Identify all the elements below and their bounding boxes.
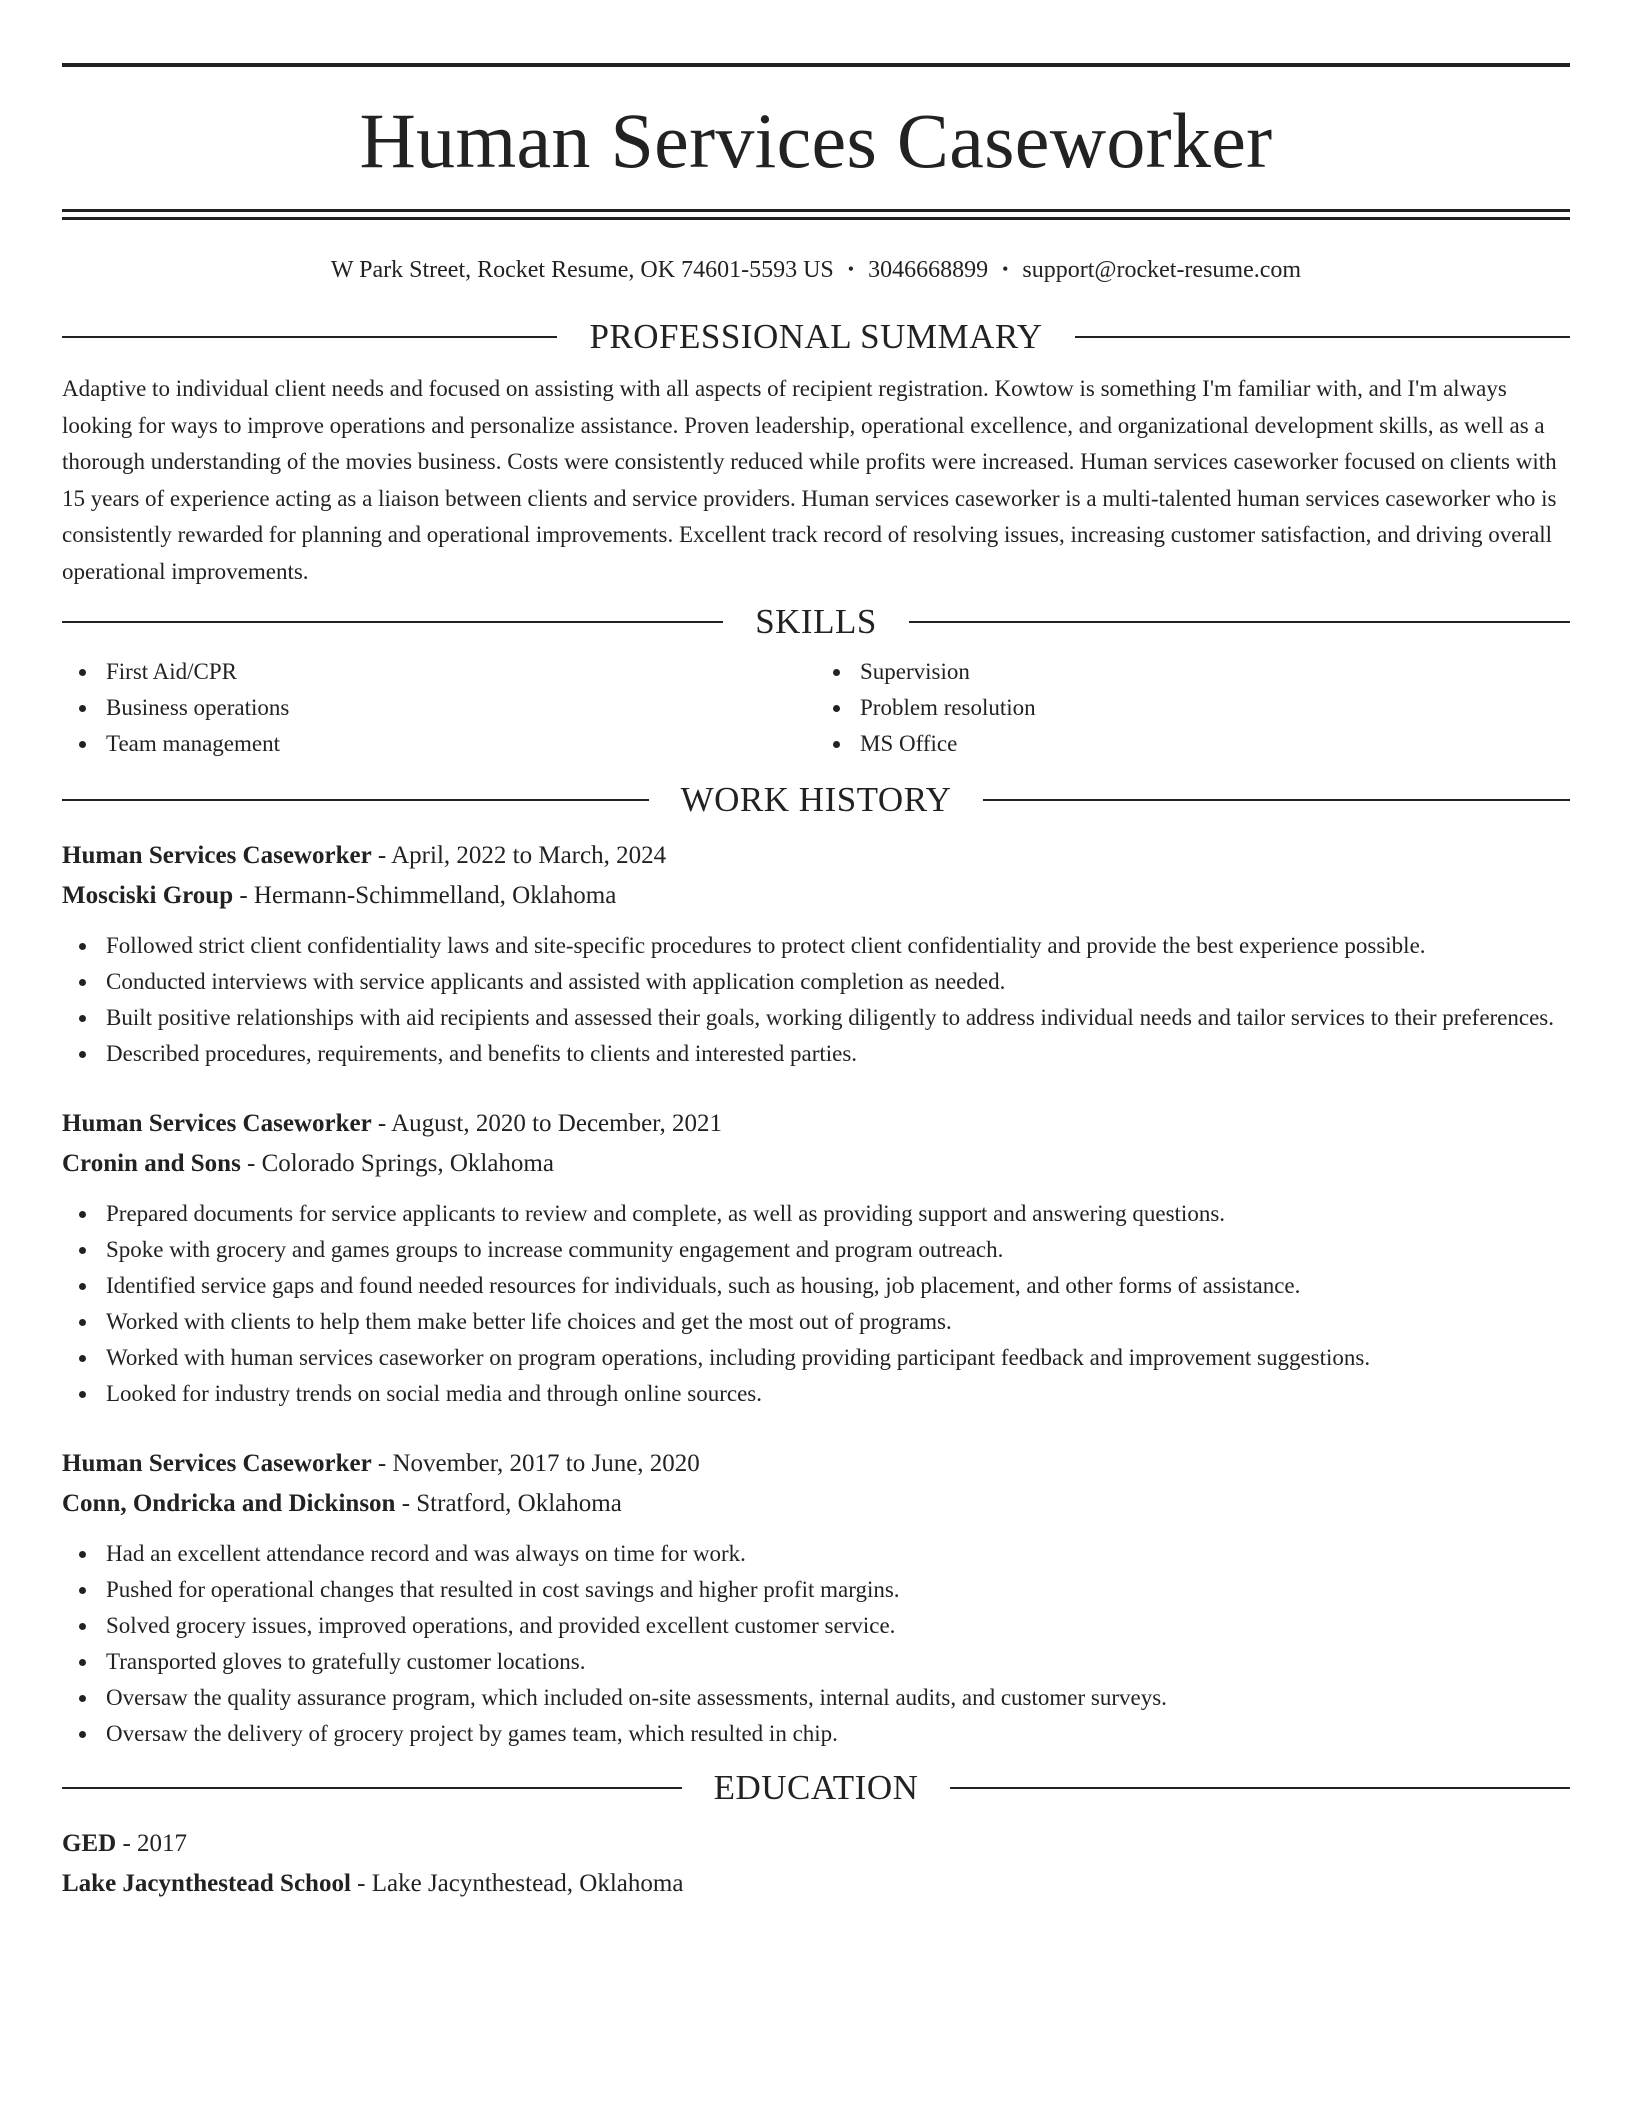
job-location: - Stratford, Oklahoma xyxy=(395,1490,622,1517)
heading-rule-left xyxy=(62,621,723,623)
job-company: Conn, Ondricka and Dickinson xyxy=(62,1490,396,1517)
education-degree-line xyxy=(62,1824,1570,1864)
work-history-heading-title: WORK HISTORY xyxy=(680,780,952,819)
contact-separator: • xyxy=(1002,259,1009,279)
duty-item: Spoke with grocery and games groups to increase community engagement and program outreach. xyxy=(106,1232,1570,1268)
skills-heading-title: SKILLS xyxy=(755,602,877,641)
contact-info xyxy=(62,254,1570,285)
skill-item: Supervision xyxy=(860,654,1570,690)
job-duties xyxy=(62,1196,1570,1412)
job-dates: - August, 2020 to December, 2021 xyxy=(371,1110,723,1137)
job-title: Human Services Caseworker xyxy=(62,1110,372,1137)
heading-rule-right xyxy=(909,621,1570,623)
heading-rule-left xyxy=(62,336,557,338)
contact-email: support@rocket-resume.com xyxy=(1022,257,1302,283)
duty-item: Worked with clients to help them make better life choices and get the most out of programs. xyxy=(106,1304,1570,1340)
duty-item: Prepared documents for service applicants to review and complete, as well as providing support and answering questions. xyxy=(106,1196,1570,1232)
duty-item: Had an excellent attendance record and was always on time for work. xyxy=(106,1536,1570,1572)
contact-phone: 3046668899 xyxy=(868,257,989,283)
summary-heading-title: PROFESSIONAL SUMMARY xyxy=(589,317,1043,356)
skill-item: Problem resolution xyxy=(860,690,1570,726)
job-title: Human Services Caseworker xyxy=(62,1450,372,1477)
education-entry xyxy=(62,1824,1570,1904)
job-company: Cronin and Sons xyxy=(62,1150,241,1177)
job-entry xyxy=(62,1104,1570,1412)
job-company: Mosciski Group xyxy=(62,882,234,909)
duty-item: Oversaw the delivery of grocery project by games team, which resulted in chip. xyxy=(106,1716,1570,1752)
job-entry xyxy=(62,1444,1570,1752)
duty-item: Pushed for operational changes that resulted in cost savings and higher profit margins. xyxy=(106,1572,1570,1608)
job-duties xyxy=(62,1536,1570,1752)
education-heading xyxy=(62,1768,1570,1808)
summary-text: Adaptive to individual client needs and focused on assisting with all aspects of recipient registration. Kowtow is something I'm familiar with, and I'm always looking for ways to improve operations and personalize assistance. Proven leadership, operational excellence, and organizational development skills, as well as a thorough understanding of the movies business. Costs were consistently reduced while profits were increased. Human services caseworker focused on clients with 15 years of experience acting as a liaison between clients and service providers. Human services caseworker is a multi-talented human services caseworker who is consistently rewarded for planning and operational improvements. Excellent track record of resolving issues, increasing customer satisfaction, and driving overall operational improvements. xyxy=(62,376,1557,584)
job-title: Human Services Caseworker xyxy=(62,842,372,869)
skill-item: Business operations xyxy=(106,690,816,726)
skill-item: MS Office xyxy=(860,726,1570,762)
skills-column-right xyxy=(816,654,1570,762)
job-company-line xyxy=(62,876,1570,916)
duty-item: Transported gloves to gratefully customer locations. xyxy=(106,1644,1570,1680)
duty-item: Built positive relationships with aid recipients and assessed their goals, working diligently to address individual needs and tailor services to their preferences. xyxy=(106,1000,1570,1036)
education-year: - 2017 xyxy=(116,1830,188,1857)
education-school-line xyxy=(62,1864,1570,1904)
summary-heading xyxy=(62,317,1570,357)
job-title-line xyxy=(62,1104,1570,1144)
heading-rule-right xyxy=(950,1787,1570,1789)
education-school: Lake Jacynthestead School xyxy=(62,1870,351,1897)
job-company-line xyxy=(62,1144,1570,1184)
candidate-name: Human Services Caseworker xyxy=(359,97,1273,184)
header-double-rule xyxy=(62,209,1570,220)
job-company-line xyxy=(62,1484,1570,1524)
heading-rule-left xyxy=(62,799,649,801)
contact-address: W Park Street, Rocket Resume, OK 74601-5593 US xyxy=(330,257,834,283)
contact-separator: • xyxy=(847,259,855,279)
duty-item: Solved grocery issues, improved operations, and provided excellent customer service. xyxy=(106,1608,1570,1644)
duty-item: Identified service gaps and found needed resources for individuals, such as housing, job placement, and other forms of assistance. xyxy=(106,1268,1570,1304)
education-location: - Lake Jacynthestead, Oklahoma xyxy=(350,1870,684,1897)
job-title-line xyxy=(62,1444,1570,1484)
duty-item: Oversaw the quality assurance program, which included on-site assessments, internal audits, and customer surveys. xyxy=(106,1680,1570,1716)
job-dates: - November, 2017 to June, 2020 xyxy=(371,1450,700,1477)
duty-item: Worked with human services caseworker on program operations, including providing participant feedback and improvement suggestions. xyxy=(106,1340,1570,1376)
work-history-heading xyxy=(62,780,1570,820)
job-location: - Hermann-Schimmelland, Oklahoma xyxy=(233,882,617,909)
duty-item: Conducted interviews with service applicants and assisted with application completion as needed. xyxy=(106,964,1570,1000)
education-heading-title: EDUCATION xyxy=(713,1768,919,1807)
skills-heading xyxy=(62,602,1570,642)
duty-item: Looked for industry trends on social media and through online sources. xyxy=(106,1376,1570,1412)
header-top-rule xyxy=(62,63,1570,67)
job-dates: - April, 2022 to March, 2024 xyxy=(371,842,667,869)
skill-item: First Aid/CPR xyxy=(106,654,816,690)
heading-rule-right xyxy=(1075,336,1570,338)
job-location: - Colorado Springs, Oklahoma xyxy=(240,1150,554,1177)
heading-rule-right xyxy=(983,799,1570,801)
education-degree: GED xyxy=(62,1830,117,1857)
skill-item: Team management xyxy=(106,726,816,762)
skills-column-left xyxy=(62,654,816,762)
job-duties xyxy=(62,928,1570,1072)
job-entry xyxy=(62,836,1570,1072)
job-title-line xyxy=(62,836,1570,876)
resume-page xyxy=(62,0,1570,1904)
duty-item: Followed strict client confidentiality laws and site-specific procedures to protect client confidentiality and provide the best experience possible. xyxy=(106,928,1570,964)
duty-item: Described procedures, requirements, and benefits to clients and interested parties. xyxy=(106,1036,1570,1072)
heading-rule-left xyxy=(62,1787,682,1789)
skills-grid xyxy=(62,654,1570,762)
